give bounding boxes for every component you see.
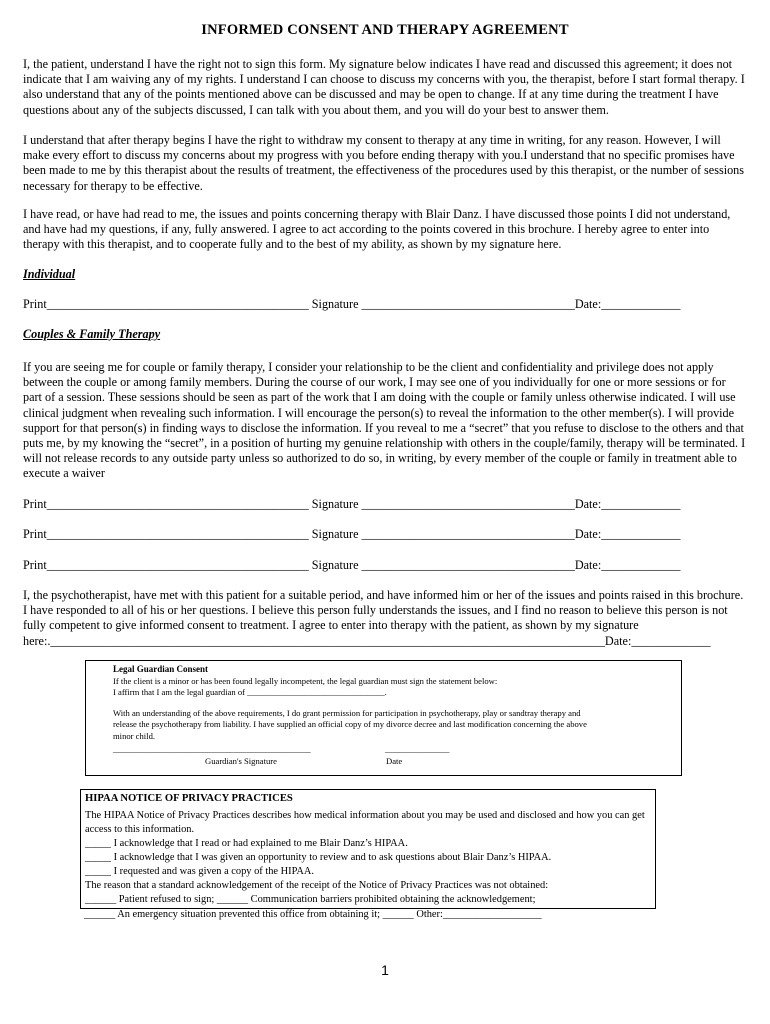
- guardian-affirmation[interactable]: I affirm that I am the legal guardian of ________________________________.: [113, 687, 387, 698]
- guardian-signature-blank[interactable]: ______________________________________________: [113, 743, 311, 754]
- couples-therapy-paragraph: If you are seeing me for couple or family therapy, I consider your relationship to be the client and confidentiality and privilege does not apply between the couple or among family members. During the course of our work, I may see one of you individually for one or more sessions or for part of a session. These sessions should be seen as part of the work that I am doing with the couple or family unless otherwise indicated. I will use clinical judgment when revealing such information. I will encourage the person(s) to reveal the information to the other member(s). I will provide support for that person(s) in finding ways to disclose the information. If you reveal to me a “secret” that you refuse to disclose to the others and that puts me, by my knowing the “secret”, in a position of hurting my genuine relationship with others in the couple/family, therapy will be terminated. I will not release records to any outside party unless so authorized to do so, in writing, by every member of the couple or family in treatment able to execute a waiver: [23, 360, 746, 481]
- hipaa-reason-text: The reason that a standard acknowledgement of the receipt of the Notice of Privacy Practices was not obtained:: [85, 880, 549, 891]
- page-number: 1: [381, 962, 389, 978]
- individual-signature-line[interactable]: Print___________________________________________ Signature ___________________________________Date:_____________: [23, 297, 681, 311]
- patient-rights-paragraph: I, the patient, understand I have the right not to sign this form. My signature below indicates I have read and discussed this agreement; it does not indicate that I am waiving any of my rights. I understand I can choose to discuss my concerns with you, the therapist, before I start formal therapy. I also understand that any of the points mentioned above can be discussed and may be open to change. If at any time during the treatment I have questions about any of the subjects discussed, I can talk with you about them, and you will do your best to answer them.: [23, 57, 745, 117]
- guardian-date-label: Date: [386, 755, 403, 766]
- hipaa-ack-review[interactable]: _____ I acknowledge that I was given an opportunity to review and to ask questions about Blair Danz’s HIPAA.: [85, 852, 552, 863]
- form-title: INFORMED CONSENT AND THERAPY AGREEMENT: [201, 22, 569, 38]
- hipaa-ack-read[interactable]: _____ I acknowledge that I read or had explained to me Blair Danz’s HIPAA.: [85, 838, 408, 849]
- hipaa-ack-copy[interactable]: _____ I requested and was given a copy of the HIPAA.: [85, 866, 315, 877]
- withdraw-consent-paragraph: I understand that after therapy begins I have the right to withdraw my consent to therapy at any time in writing, for any reason. However, I will make every effort to discuss my concerns about my progress with you before ending therapy with you.I understand that no specific promises have been made to me by this therapist about the results of treatment, the effectiveness of the procedures used by this therapist, or the number of sessions necessary for therapy to be effective.: [23, 133, 745, 193]
- hipaa-reason-options-1[interactable]: ______ Patient refused to sign; ______ Communication barriers prohibited obtaining the acknowledgement;: [85, 894, 536, 905]
- guardian-permission-text: With an understanding of the above requirements, I do grant permission for participation in psychotherapy, play or sandtray therapy and release the psychotherapy from liability. I have supplied an official copy of my divorce decree and last modification concerning the above minor child.: [113, 707, 587, 741]
- couples-signature-line-1[interactable]: Print___________________________________________ Signature ___________________________________Date:_____________: [23, 497, 681, 511]
- section-heading-individual: Individual: [23, 267, 76, 281]
- hipaa-notice-box: [80, 789, 656, 909]
- agreement-paragraph: I have read, or have had read to me, the issues and points concerning therapy with Blair Danz. I have discussed those points I did not understand, and have had my questions, if any, fully answered. I agree to act according to the points covered in this brochure. I hereby agree to enter into therapy with this therapist, and to cooperate fully and to the best of my ability, as shown by my signature here.: [23, 207, 731, 252]
- hipaa-intro: The HIPAA Notice of Privacy Practices describes how medical information about you may be used and disclosed and how you can get access to this information.: [85, 810, 645, 835]
- guardian-instruction: If the client is a minor or has been found legally incompetent, the legal guardian must sign the statement below:: [113, 675, 498, 686]
- couples-signature-line-3[interactable]: Print___________________________________________ Signature ___________________________________Date:_____________: [23, 558, 681, 572]
- guardian-heading: Legal Guardian Consent: [113, 664, 209, 674]
- legal-guardian-consent-box: [85, 660, 682, 776]
- guardian-signature-label: Guardian's Signature: [205, 755, 277, 766]
- guardian-date-blank[interactable]: _______________: [385, 743, 450, 754]
- section-heading-couples: Couples & Family Therapy: [23, 327, 161, 341]
- hipaa-reason-options-2[interactable]: ______ An emergency situation prevented this office from obtaining it; ______ Other:___________________: [84, 909, 542, 920]
- hipaa-heading: HIPAA NOTICE OF PRIVACY PRACTICES: [85, 793, 293, 804]
- psychotherapist-paragraph[interactable]: I, the psychotherapist, have met with this patient for a suitable period, and have informed him or her of the issues and points raised in this brochure. I have responded to all of his or her questions. I believe this person fully understands the issues, and I find no reason to believe this person is not fully competent to give informed consent to treatment. I agree to enter into therapy with the patient, as shown by my signature here:.___________________________________________________________________________________________Date:_____________: [23, 588, 744, 648]
- couples-signature-line-2[interactable]: Print___________________________________________ Signature ___________________________________Date:_____________: [23, 527, 681, 541]
